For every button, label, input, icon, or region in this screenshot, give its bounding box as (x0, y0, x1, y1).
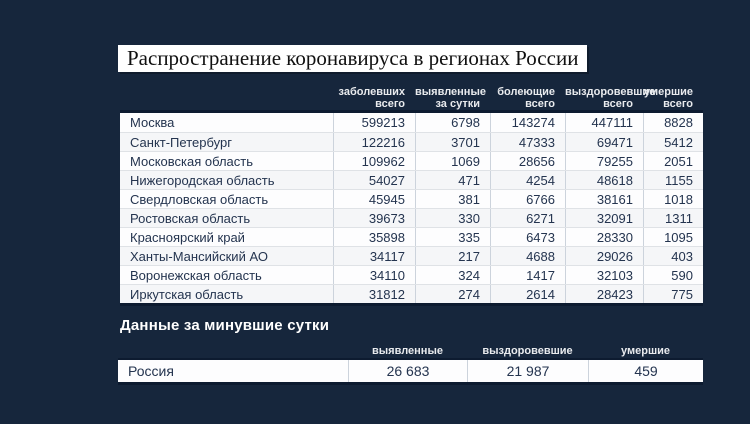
region-name: Ростовская область (130, 210, 251, 226)
region-name: Свердловская область (130, 191, 269, 207)
daily-table-header (118, 345, 703, 357)
col-header-daily-detected: выявленные (372, 345, 443, 357)
cell-sick-total: 28656 (490, 152, 565, 170)
table-row (120, 246, 703, 265)
cell-detected-daily: 217 (415, 247, 490, 265)
cell-recovered-total: 32103 (565, 266, 643, 284)
cell-recovered-total: 28423 (565, 285, 643, 303)
cell-infected-total: 34117 (333, 247, 415, 265)
region-name: Иркутская область (130, 286, 244, 302)
region-name: Ханты-Мансийский АО (130, 248, 268, 264)
table-row (120, 284, 703, 303)
col-header-line: за сутки (435, 98, 480, 110)
col-header-sick-total (490, 85, 565, 110)
cell-detected-daily: 3701 (415, 133, 490, 151)
col-header-line: всего (525, 98, 555, 110)
main-table (120, 110, 703, 306)
region-name: Красноярский край (130, 229, 245, 245)
col-header-line: умершие (644, 86, 693, 98)
cell-sick-total: 47333 (490, 133, 565, 151)
cell-recovered-total: 32091 (565, 209, 643, 227)
cell-detected-daily: 330 (415, 209, 490, 227)
table-row (118, 360, 703, 382)
table-row (120, 113, 703, 132)
cell-detected-daily: 381 (415, 190, 490, 208)
cell-daily-died: 459 (588, 360, 703, 382)
region-name: Санкт-Петербург (130, 134, 232, 150)
cell-infected-total: 599213 (333, 113, 415, 132)
daily-table (118, 358, 703, 385)
cell-recovered-total: 48618 (565, 171, 643, 189)
cell-sick-total: 143274 (490, 113, 565, 132)
cell-died-total: 403 (643, 247, 703, 265)
col-header-infected-total (333, 85, 415, 110)
cell-infected-total: 54027 (333, 171, 415, 189)
cell-detected-daily: 335 (415, 228, 490, 246)
cell-died-total: 1155 (643, 171, 703, 189)
cell-infected-total: 35898 (333, 228, 415, 246)
region-name: Воронежская область (130, 267, 262, 283)
cell-died-total: 5412 (643, 133, 703, 151)
cell-detected-daily: 1069 (415, 152, 490, 170)
main-table-header (120, 85, 703, 110)
col-header-line: выявленные (415, 86, 486, 98)
region-name: Россия (128, 363, 174, 379)
cell-recovered-total: 79255 (565, 152, 643, 170)
region-name: Нижегородская область (130, 172, 275, 188)
col-header-line: всего (603, 98, 633, 110)
region-name: Москва (130, 115, 175, 130)
cell-detected-daily: 6798 (415, 113, 490, 132)
col-header-line: выздоровевшие (565, 86, 656, 98)
cell-sick-total: 6766 (490, 190, 565, 208)
col-header-line: заболевших (338, 86, 405, 98)
col-header-line: болеющие (497, 86, 555, 98)
cell-died-total: 1311 (643, 209, 703, 227)
cell-infected-total: 45945 (333, 190, 415, 208)
header-spacer (118, 345, 348, 357)
cell-infected-total: 109962 (333, 152, 415, 170)
cell-infected-total: 34110 (333, 266, 415, 284)
cell-recovered-total: 29026 (565, 247, 643, 265)
col-header-detected-daily (415, 85, 490, 110)
cell-sick-total: 4688 (490, 247, 565, 265)
cell-died-total: 590 (643, 266, 703, 284)
cell-died-total: 1095 (643, 228, 703, 246)
cell-detected-daily: 274 (415, 285, 490, 303)
col-header-line: всего (663, 98, 693, 110)
cell-infected-total: 39673 (333, 209, 415, 227)
table-row (120, 265, 703, 284)
cell-recovered-total: 28330 (565, 228, 643, 246)
table-row (120, 189, 703, 208)
cell-detected-daily: 324 (415, 266, 490, 284)
col-header-daily-died: умершие (621, 345, 670, 357)
col-header-line: всего (375, 98, 405, 110)
cell-died-total: 2051 (643, 152, 703, 170)
cell-sick-total: 1417 (490, 266, 565, 284)
cell-died-total: 775 (643, 285, 703, 303)
cell-died-total: 1018 (643, 190, 703, 208)
table-row (120, 170, 703, 189)
cell-infected-total: 31812 (333, 285, 415, 303)
region-name: Московская область (130, 153, 254, 169)
cell-sick-total: 6271 (490, 209, 565, 227)
table-row (120, 132, 703, 151)
cell-recovered-total: 38161 (565, 190, 643, 208)
header-spacer (120, 85, 333, 110)
table-row (120, 151, 703, 170)
table-row (120, 227, 703, 246)
cell-infected-total: 122216 (333, 133, 415, 151)
cell-daily-recovered: 21 987 (467, 360, 588, 382)
cell-recovered-total: 69471 (565, 133, 643, 151)
cell-sick-total: 4254 (490, 171, 565, 189)
table-row (120, 208, 703, 227)
cell-sick-total: 6473 (490, 228, 565, 246)
col-header-daily-recovered: выздоровевшие (482, 345, 573, 357)
col-header-died-total (643, 85, 703, 110)
cell-recovered-total: 447111 (565, 113, 643, 132)
col-header-recovered-total (565, 85, 656, 110)
cell-sick-total: 2614 (490, 285, 565, 303)
daily-section-title: Данные за минувшие сутки (120, 317, 330, 334)
cell-died-total: 8828 (643, 113, 703, 132)
cell-daily-detected: 26 683 (348, 360, 467, 382)
page-title: Распространение коронавируса в регионах России (118, 45, 587, 72)
cell-detected-daily: 471 (415, 171, 490, 189)
